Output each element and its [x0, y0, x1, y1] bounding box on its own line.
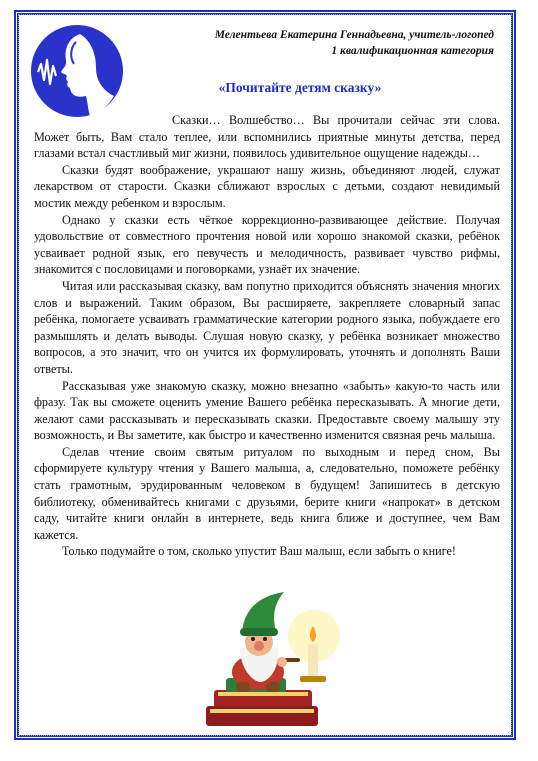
paragraph: Сделав чтение своим святым ритуалом по выходным и перед сном, Вы сформируете культуру чтения у Вашего малыша, а, следовательно, поможете ребёнку стать грамотным, эрудированным человеком в будущем! Запишитесь в детскую библиотеку, обменивайтесь книгами с друзьями, берите книги «напрокат» в детском саду, читайте книги онлайн в интернете, ведь книга ближе и доступнее, чем Вам кажется. — [34, 444, 500, 542]
paragraph: Сказки будят воображение, украшают нашу жизнь, объединяют людей, служат лекарством от старости. Сказки сближают взрослых с детьми, создают невидимый мостик между ребенком и взрослым. — [34, 162, 500, 210]
paragraph: Читая или рассказывая сказку, вам попутно приходится объяснять значения многих слов и выражений. Таким образом, Вы расширяете, закрепляете словарный запас ребёнка, помогаете усваивать грамматические категории родного языка, побуждаете его размышлять и делать выводы. Слушая новую сказку, у ребёнка возникает множество вопросов, а это значит, что он учится их формулировать, уточнять и дополнять Ваши ответы. — [34, 278, 500, 376]
category-line: 1 квалификационная категория — [331, 45, 494, 57]
article-title: «Почитайте детям сказку» — [218, 80, 382, 95]
paragraph: Однако у сказки есть чёткое коррекционно-развивающее действие. Получая удовольствие от совместного прочтения новой или хорошо знакомой сказки, ребёнок усваивает родной язык, его певучесть и мелодичность, развивает чувство рифмы, знакомится с пословицами и поговорками, узнаёт их значение. — [34, 212, 500, 277]
speech-therapy-logo-icon — [30, 24, 124, 118]
paragraph: Только подумайте о том, сколько упустит Ваш малыш, если забыть о книге! — [62, 544, 456, 559]
author-block — [164, 27, 494, 59]
article-body — [34, 112, 500, 560]
gnome-illustration-icon — [196, 586, 352, 730]
paragraph: Сказки… Волшебство… Вы прочитали сейчас эти слова. Может быть, Вам стало теплее, или вспомнились приятные минуты детства, перед глазами встал счастливый миг жизни, появилось удивительное ощущение надежды… — [34, 113, 500, 161]
author-line: Мелентьева Екатерина Геннадьевна, учитель-логопед — [214, 29, 494, 41]
paragraph: Рассказывая уже знакомую сказку, можно внезапно «забыть» какую-то часть или фразу. Так вы сможете оценить умение Вашего ребёнка пересказывать. А многие дети, желают сами рассказывать и пересказывать сказки. Предоставьте своему малышу эту возможность, и Вы заметите, как быстро и качественно изменится связная речь малыша. — [34, 378, 500, 443]
